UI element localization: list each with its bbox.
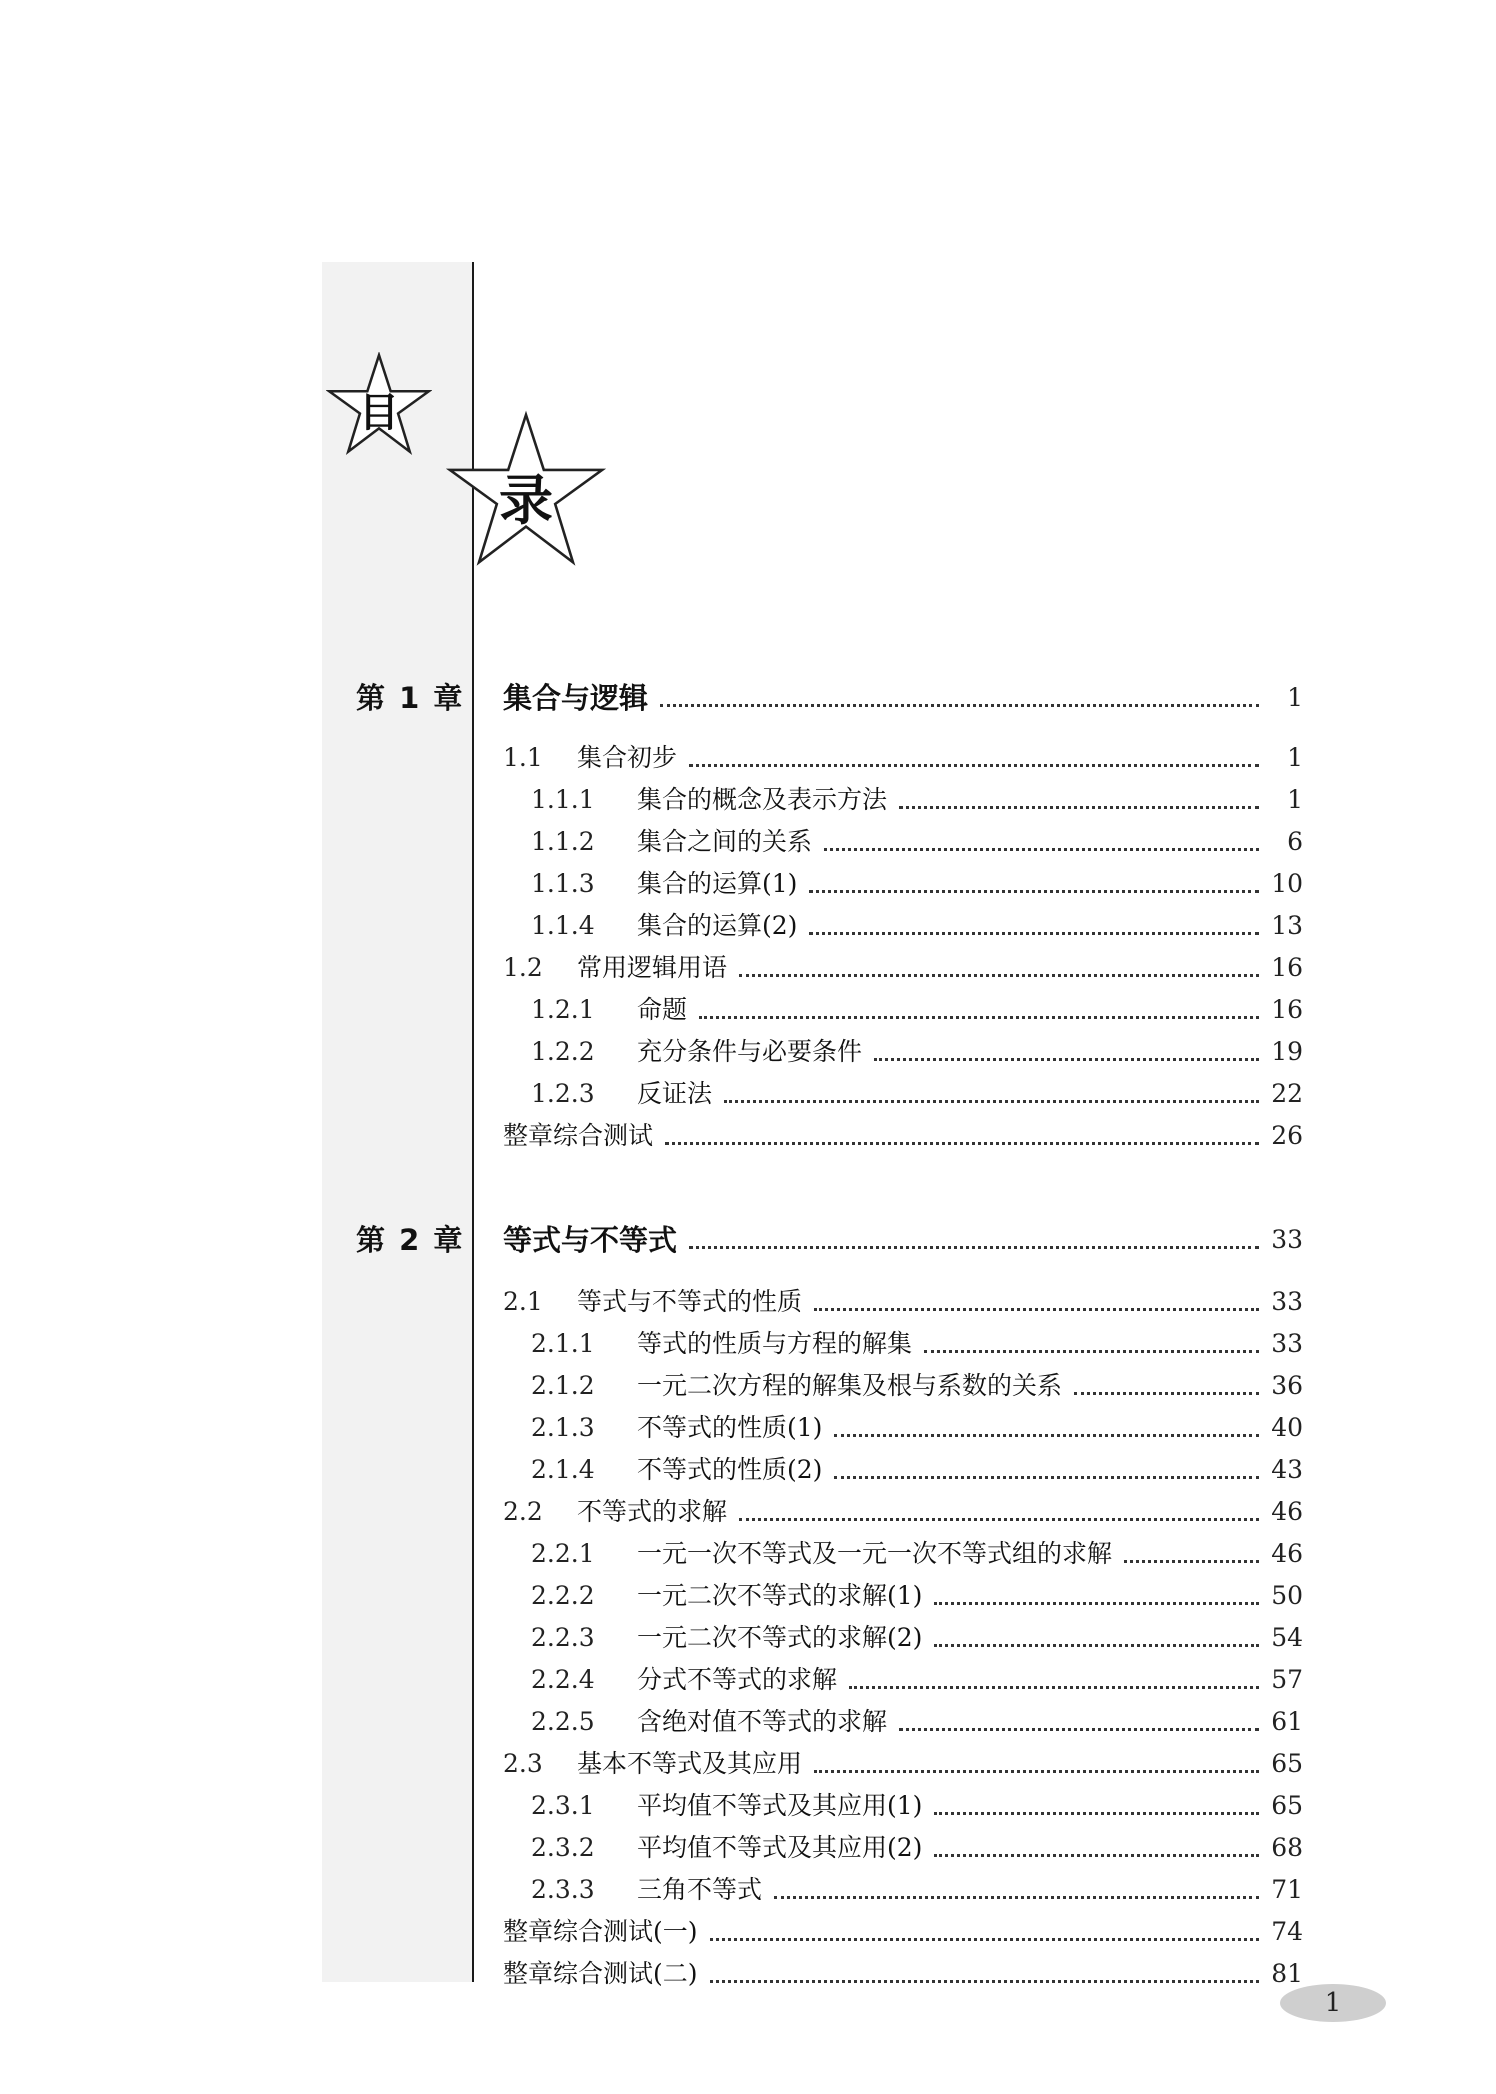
dot-leader <box>665 1142 1259 1145</box>
dot-leader <box>689 1246 1259 1249</box>
section-number: 2.2.3 <box>531 1623 595 1652</box>
dot-leader <box>724 1100 1259 1103</box>
section-number: 2.1 <box>503 1287 543 1316</box>
heading-lu: 录 <box>499 468 553 532</box>
toc-row[interactable] <box>531 1326 1303 1362</box>
page-ref: 65 <box>1271 1749 1303 1778</box>
dot-leader <box>809 890 1259 893</box>
toc-row[interactable] <box>531 782 1303 818</box>
page-ref: 65 <box>1271 1791 1303 1820</box>
toc-row[interactable] <box>531 1452 1303 1488</box>
section-title: 平均值不等式及其应用(1) <box>637 1791 923 1820</box>
dot-leader <box>1124 1560 1259 1563</box>
section-title: 整章综合测试 <box>503 1121 654 1150</box>
dot-leader <box>809 932 1259 935</box>
section-number: 2.2.4 <box>531 1665 595 1694</box>
section-number: 2.1.2 <box>531 1371 595 1400</box>
page-ref: 22 <box>1271 1079 1303 1108</box>
toc-row[interactable] <box>531 1830 1303 1866</box>
dot-leader <box>814 1308 1259 1311</box>
section-title: 集合之间的关系 <box>637 827 813 856</box>
page-ref: 26 <box>1271 1121 1303 1150</box>
section-number: 1.2 <box>503 953 543 982</box>
section-title: 三角不等式 <box>637 1875 763 1904</box>
section-title: 一元二次不等式的求解(2) <box>637 1623 923 1652</box>
toc-row[interactable] <box>531 1076 1303 1112</box>
toc-row[interactable] <box>503 1494 1303 1530</box>
chapter-label: 第 1 章 <box>356 681 465 715</box>
dot-leader <box>739 1518 1259 1521</box>
page-ref: 57 <box>1271 1665 1303 1694</box>
section-number: 2.3.1 <box>531 1791 595 1820</box>
toc-row[interactable] <box>531 1704 1303 1740</box>
section-title: 不等式的求解 <box>577 1497 728 1526</box>
toc-row[interactable] <box>531 1578 1303 1614</box>
page-ref: 46 <box>1271 1497 1303 1526</box>
page-ref: 61 <box>1271 1707 1303 1736</box>
dot-leader <box>874 1058 1259 1061</box>
section-number: 2.1.1 <box>531 1329 595 1358</box>
dot-leader <box>834 1434 1259 1437</box>
page-ref: 6 <box>1287 827 1303 856</box>
section-title: 集合的概念及表示方法 <box>637 785 888 814</box>
toc-row[interactable] <box>503 1118 1303 1154</box>
dot-leader <box>774 1896 1259 1899</box>
page-ref: 16 <box>1271 953 1303 982</box>
page-ref: 33 <box>1271 1225 1303 1254</box>
dot-leader <box>710 1980 1259 1983</box>
page-ref: 46 <box>1271 1539 1303 1568</box>
toc-row[interactable] <box>531 992 1303 1028</box>
toc-row[interactable] <box>531 1872 1303 1908</box>
section-title: 平均值不等式及其应用(2) <box>637 1833 923 1862</box>
toc-row[interactable] <box>531 824 1303 860</box>
heading-star-mu <box>326 352 432 458</box>
section-title: 集合的运算(1) <box>637 869 798 898</box>
section-number: 1.2.1 <box>531 995 595 1024</box>
section-number: 1.2.2 <box>531 1037 595 1066</box>
section-title: 基本不等式及其应用 <box>577 1749 803 1778</box>
page-ref: 1 <box>1287 683 1303 712</box>
section-number: 1.1.2 <box>531 827 595 856</box>
chapter-label: 第 2 章 <box>356 1223 465 1257</box>
dot-leader <box>699 1016 1259 1019</box>
page-ref: 50 <box>1271 1581 1303 1610</box>
section-number: 1.1 <box>503 743 543 772</box>
page-ref: 74 <box>1271 1917 1303 1946</box>
section-title: 充分条件与必要条件 <box>637 1037 863 1066</box>
section-title: 一元一次不等式及一元一次不等式组的求解 <box>637 1539 1113 1568</box>
section-number: 2.2.1 <box>531 1539 595 1568</box>
dot-leader <box>824 848 1259 851</box>
section-title: 含绝对值不等式的求解 <box>637 1707 888 1736</box>
page-ref: 33 <box>1271 1329 1303 1358</box>
page-ref: 71 <box>1271 1875 1303 1904</box>
dot-leader <box>1074 1392 1259 1395</box>
dot-leader <box>934 1644 1259 1647</box>
heading-mu: 目 <box>359 389 399 436</box>
toc-row[interactable] <box>503 1914 1303 1950</box>
page-ref: 40 <box>1271 1413 1303 1442</box>
toc-chapter-row[interactable] <box>503 680 1303 716</box>
toc-row[interactable] <box>503 1284 1303 1320</box>
page-number: 1 <box>1280 1984 1386 2022</box>
chapter-title: 集合与逻辑 <box>503 681 649 715</box>
section-number: 2.3 <box>503 1749 543 1778</box>
section-title: 等式的性质与方程的解集 <box>637 1329 913 1358</box>
dot-leader <box>934 1854 1259 1857</box>
dot-leader <box>934 1602 1259 1605</box>
toc-row[interactable] <box>503 950 1303 986</box>
toc-row[interactable] <box>531 866 1303 902</box>
dot-leader <box>934 1812 1259 1815</box>
page-ref: 81 <box>1271 1959 1303 1988</box>
toc-row[interactable] <box>531 1034 1303 1070</box>
page-ref: 68 <box>1271 1833 1303 1862</box>
section-title: 不等式的性质(1) <box>637 1413 823 1442</box>
section-number: 2.1.4 <box>531 1455 595 1484</box>
toc-row[interactable] <box>531 1410 1303 1446</box>
toc-row[interactable] <box>531 1536 1303 1572</box>
section-number: 1.1.3 <box>531 869 595 898</box>
page-ref: 1 <box>1287 743 1303 772</box>
dot-leader <box>739 974 1259 977</box>
page-ref: 36 <box>1271 1371 1303 1400</box>
toc-row[interactable] <box>503 1956 1303 1992</box>
section-number: 2.2.5 <box>531 1707 595 1736</box>
section-number: 1.1.1 <box>531 785 595 814</box>
dot-leader <box>899 806 1259 809</box>
page-ref: 54 <box>1271 1623 1303 1652</box>
section-title: 一元二次不等式的求解(1) <box>637 1581 923 1610</box>
section-title: 一元二次方程的解集及根与系数的关系 <box>637 1371 1063 1400</box>
section-title: 整章综合测试(一) <box>503 1917 698 1946</box>
section-title: 不等式的性质(2) <box>637 1455 823 1484</box>
section-number: 2.1.3 <box>531 1413 595 1442</box>
section-title: 命题 <box>637 995 688 1024</box>
page-ref: 43 <box>1271 1455 1303 1484</box>
section-number: 1.2.3 <box>531 1079 595 1108</box>
page-ref: 1 <box>1287 785 1303 814</box>
toc-row[interactable] <box>531 1620 1303 1656</box>
section-title: 集合初步 <box>577 743 678 772</box>
toc-row[interactable] <box>531 1368 1303 1404</box>
toc-row[interactable] <box>531 1662 1303 1698</box>
section-number: 2.2 <box>503 1497 543 1526</box>
toc-chapter-row[interactable] <box>503 1222 1303 1258</box>
page-ref: 13 <box>1271 911 1303 940</box>
dot-leader <box>849 1686 1259 1689</box>
dot-leader <box>710 1938 1259 1941</box>
chapter-title: 等式与不等式 <box>503 1223 678 1257</box>
dot-leader <box>689 764 1259 767</box>
page-ref: 16 <box>1271 995 1303 1024</box>
heading-star-lu <box>445 410 607 572</box>
dot-leader <box>834 1476 1259 1479</box>
section-number: 2.2.2 <box>531 1581 595 1610</box>
section-number: 2.3.3 <box>531 1875 595 1904</box>
toc-row[interactable] <box>503 740 1303 776</box>
toc-row[interactable] <box>531 908 1303 944</box>
page-ref: 10 <box>1271 869 1303 898</box>
section-title: 整章综合测试(二) <box>503 1959 698 1988</box>
section-title: 集合的运算(2) <box>637 911 798 940</box>
section-number: 2.3.2 <box>531 1833 595 1862</box>
dot-leader <box>814 1770 1259 1773</box>
toc-row[interactable] <box>531 1788 1303 1824</box>
dot-leader <box>660 704 1259 707</box>
page-ref: 19 <box>1271 1037 1303 1066</box>
section-title: 常用逻辑用语 <box>577 953 728 982</box>
section-title: 分式不等式的求解 <box>637 1665 838 1694</box>
dot-leader <box>899 1728 1259 1731</box>
section-title: 等式与不等式的性质 <box>577 1287 803 1316</box>
section-number: 1.1.4 <box>531 911 595 940</box>
dot-leader <box>924 1350 1259 1353</box>
page-ref: 33 <box>1271 1287 1303 1316</box>
section-title: 反证法 <box>637 1079 713 1108</box>
toc-row[interactable] <box>503 1746 1303 1782</box>
